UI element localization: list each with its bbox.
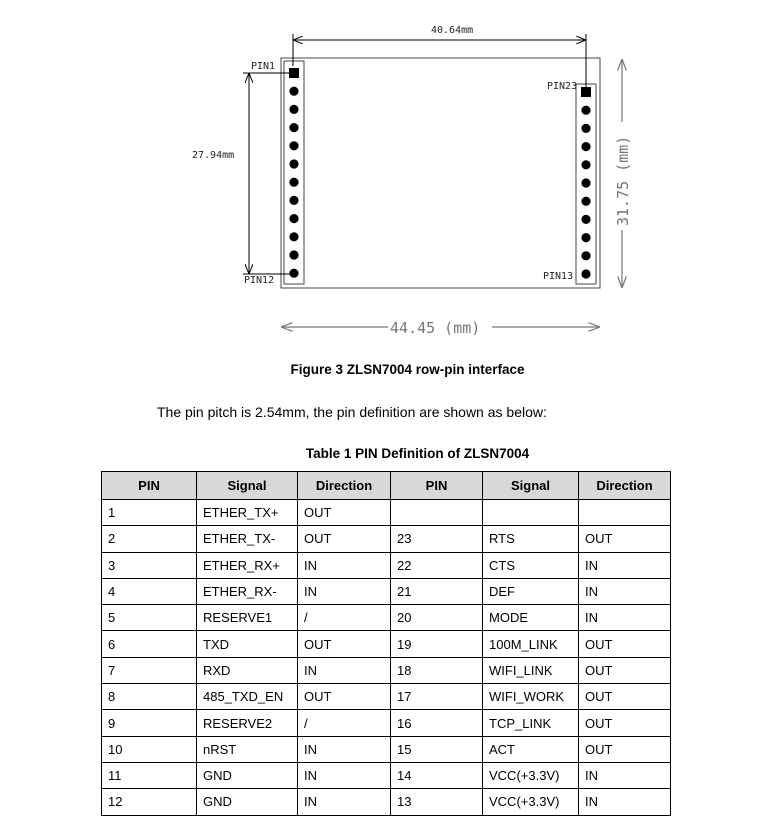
- right-pin-column: [581, 87, 591, 279]
- pin-pad-right-18: [581, 178, 590, 187]
- table-row: [102, 736, 671, 762]
- cell-pin-right: [391, 500, 483, 526]
- cell-signal-left: ETHER_RX+: [197, 552, 298, 578]
- table-header-row: [102, 472, 671, 500]
- table-row: [102, 578, 671, 604]
- cell-signal-left: nRST: [197, 736, 298, 762]
- figure-caption: Figure 3 ZLSN7004 row-pin interface: [290, 362, 525, 377]
- cell-direction-right: OUT: [579, 526, 671, 552]
- pin-pad-right-17: [581, 197, 590, 206]
- header-direction-left: Direction: [298, 472, 391, 500]
- cell-pin-left: 2: [102, 526, 197, 552]
- header-pin-right: PIN: [391, 472, 483, 500]
- cell-direction-left: IN: [298, 789, 391, 815]
- cell-direction-right: OUT: [579, 657, 671, 683]
- cell-pin-left: 5: [102, 605, 197, 631]
- cell-pin-left: 3: [102, 552, 197, 578]
- pin-pad-right-23: [581, 87, 591, 97]
- cell-signal-right: WIFI_WORK: [483, 684, 579, 710]
- cell-direction-left: IN: [298, 578, 391, 604]
- pin-pad-right-20: [581, 142, 590, 151]
- pin-pad-right-22: [581, 106, 590, 115]
- cell-direction-right: IN: [579, 552, 671, 578]
- table-row: [102, 789, 671, 815]
- pin-pad-left-10: [289, 232, 298, 241]
- cell-pin-right: 19: [391, 631, 483, 657]
- pin-pad-left-9: [289, 214, 298, 223]
- cell-direction-right: IN: [579, 789, 671, 815]
- pin-pad-left-6: [289, 159, 298, 168]
- cell-direction-right: OUT: [579, 631, 671, 657]
- cell-signal-right: VCC(+3.3V): [483, 762, 579, 788]
- cell-pin-left: 7: [102, 657, 197, 683]
- cell-signal-right: 100M_LINK: [483, 631, 579, 657]
- cell-pin-right: 16: [391, 710, 483, 736]
- bottom-dim-label: 44.45 (mm): [390, 319, 481, 337]
- table-row: [102, 631, 671, 657]
- pin-pad-left-4: [289, 123, 298, 132]
- cell-direction-left: OUT: [298, 500, 391, 526]
- cell-direction-right: OUT: [579, 736, 671, 762]
- cell-signal-right: WIFI_LINK: [483, 657, 579, 683]
- pin-pad-right-15: [581, 233, 590, 242]
- table-row: [102, 526, 671, 552]
- pin-pad-left-11: [289, 250, 298, 259]
- cell-signal-right: VCC(+3.3V): [483, 789, 579, 815]
- pin-pad-left-2: [289, 87, 298, 96]
- pin13-label: PIN13: [543, 271, 574, 282]
- cell-direction-left: /: [298, 710, 391, 736]
- cell-pin-right: 21: [391, 578, 483, 604]
- pin-pad-left-3: [289, 105, 298, 114]
- cell-pin-left: 9: [102, 710, 197, 736]
- table-row: [102, 552, 671, 578]
- table-row: [102, 605, 671, 631]
- cell-pin-right: 17: [391, 684, 483, 710]
- cell-pin-right: 20: [391, 605, 483, 631]
- cell-pin-left: 11: [102, 762, 197, 788]
- cell-pin-left: 1: [102, 500, 197, 526]
- cell-pin-right: 22: [391, 552, 483, 578]
- table-row: [102, 657, 671, 683]
- cell-signal-left: GND: [197, 789, 298, 815]
- cell-signal-left: 485_TXD_EN: [197, 684, 298, 710]
- cell-signal-left: TXD: [197, 631, 298, 657]
- cell-signal-left: ETHER_TX-: [197, 526, 298, 552]
- cell-signal-right: CTS: [483, 552, 579, 578]
- pin23-label: PIN23: [547, 81, 578, 92]
- cell-pin-right: 23: [391, 526, 483, 552]
- cell-pin-left: 4: [102, 578, 197, 604]
- cell-signal-right: DEF: [483, 578, 579, 604]
- cell-direction-right: IN: [579, 762, 671, 788]
- cell-direction-right: IN: [579, 605, 671, 631]
- cell-pin-left: 6: [102, 631, 197, 657]
- right-dim-label: 31.75 (mm): [614, 135, 632, 226]
- cell-direction-left: IN: [298, 762, 391, 788]
- pin-pad-right-19: [581, 160, 590, 169]
- cell-direction-left: IN: [298, 657, 391, 683]
- cell-direction-right: IN: [579, 578, 671, 604]
- cell-pin-left: 12: [102, 789, 197, 815]
- pin-pad-right-13: [581, 269, 590, 278]
- cell-direction-right: OUT: [579, 684, 671, 710]
- cell-pin-right: 13: [391, 789, 483, 815]
- cell-direction-left: IN: [298, 552, 391, 578]
- left-dim-label: 27.94mm: [192, 150, 235, 161]
- top-dim-label: 40.64mm: [431, 25, 474, 36]
- table-row: [102, 500, 671, 526]
- table-title: Table 1 PIN Definition of ZLSN7004: [305, 446, 530, 461]
- cell-signal-left: RXD: [197, 657, 298, 683]
- cell-signal-right: [483, 500, 579, 526]
- cell-direction-right: [579, 500, 671, 526]
- cell-pin-right: 15: [391, 736, 483, 762]
- pin-definition-table: [101, 471, 671, 816]
- intro-paragraph: The pin pitch is 2.54mm, the pin definition are shown as below:: [157, 404, 547, 420]
- pin-pad-left-5: [289, 141, 298, 150]
- cell-signal-left: RESERVE1: [197, 605, 298, 631]
- pin-pad-right-21: [581, 124, 590, 133]
- cell-signal-right: RTS: [483, 526, 579, 552]
- cell-direction-left: OUT: [298, 631, 391, 657]
- left-pin-column: [289, 68, 299, 278]
- table-row: [102, 710, 671, 736]
- cell-pin-right: 18: [391, 657, 483, 683]
- cell-signal-left: ETHER_RX-: [197, 578, 298, 604]
- header-pin-left: PIN: [102, 472, 197, 500]
- pin1-label: PIN1: [251, 61, 276, 72]
- table-row: [102, 684, 671, 710]
- pin-pad-left-8: [289, 196, 298, 205]
- cell-signal-right: ACT: [483, 736, 579, 762]
- cell-direction-left: IN: [298, 736, 391, 762]
- cell-signal-right: TCP_LINK: [483, 710, 579, 736]
- header-signal-right: Signal: [483, 472, 579, 500]
- pin-pad-left-1: [289, 68, 299, 78]
- cell-signal-left: RESERVE2: [197, 710, 298, 736]
- cell-direction-left: OUT: [298, 526, 391, 552]
- cell-pin-left: 8: [102, 684, 197, 710]
- cell-signal-right: MODE: [483, 605, 579, 631]
- cell-direction-left: /: [298, 605, 391, 631]
- header-signal-left: Signal: [197, 472, 298, 500]
- pin-pad-left-12: [289, 269, 298, 278]
- cell-pin-right: 14: [391, 762, 483, 788]
- cell-direction-right: OUT: [579, 710, 671, 736]
- pin-pad-right-14: [581, 251, 590, 260]
- table-row: [102, 762, 671, 788]
- cell-pin-left: 10: [102, 736, 197, 762]
- header-direction-right: Direction: [579, 472, 671, 500]
- pin12-label: PIN12: [244, 275, 275, 286]
- pin-pad-right-16: [581, 215, 590, 224]
- pin-pad-left-7: [289, 178, 298, 187]
- cell-signal-left: GND: [197, 762, 298, 788]
- cell-signal-left: ETHER_TX+: [197, 500, 298, 526]
- board-outline: [281, 58, 600, 288]
- cell-direction-left: OUT: [298, 684, 391, 710]
- module-outline-diagram: [0, 0, 775, 345]
